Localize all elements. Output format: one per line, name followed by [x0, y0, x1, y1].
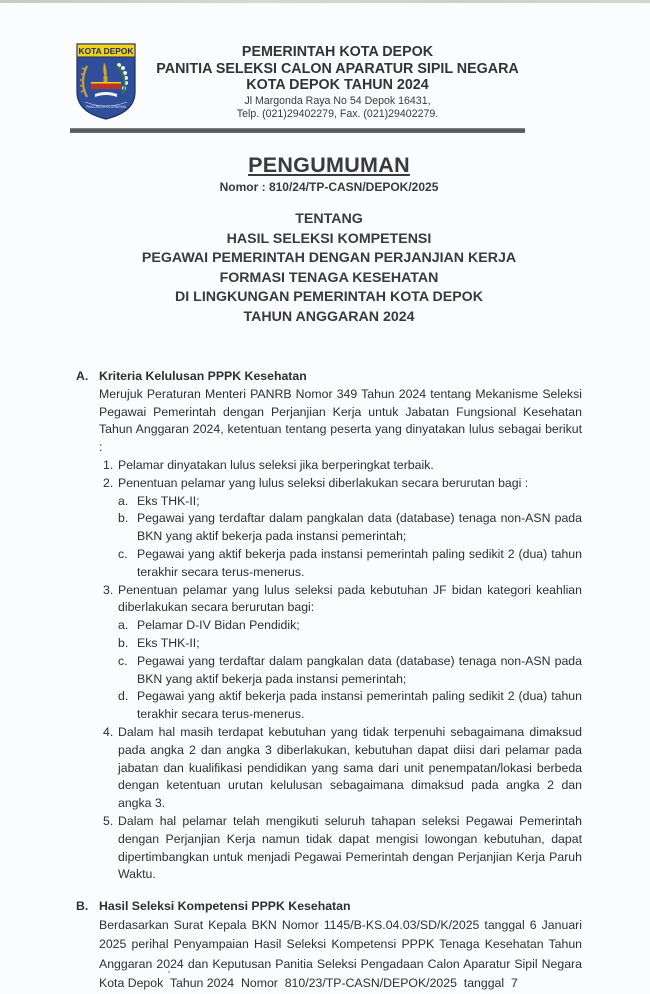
sub-list-item [118, 510, 582, 546]
sub-list-letter: a. [118, 618, 129, 633]
list-number: 5. [103, 813, 114, 828]
list-text: Penentuan pelamar yang lulus seleksi diberlakukan secara berurutan bagi : [118, 475, 529, 490]
scan-speck [168, 971, 170, 973]
section-heading: Kriteria Kelulusan PPPK Kesehatan [99, 369, 307, 383]
document-body [76, 368, 586, 993]
criteria-list [99, 457, 582, 884]
letterhead-line-1: PEMERINTAH KOTA DEPOK [241, 44, 434, 60]
sub-list-text: Eks THK-II; [137, 635, 200, 650]
letterhead-contact: Telp. (021)29402279, Fax. (021)29402279. [236, 108, 439, 121]
list-number: 2. [103, 475, 114, 490]
sub-list-item [118, 653, 582, 689]
sub-list-text: Pegawai yang aktif bekerja pada instansi pemerintah paling sedikit 2 (dua) tahun terakhir secara terus-menerus. [137, 689, 582, 722]
sub-list-item [118, 546, 582, 582]
subject-line: TAHUN ANGGARAN 2024 [243, 308, 415, 325]
subject-line: PEGAWAI PEMERINTAH DENGAN PERJANJIAN KERJA [141, 250, 517, 266]
section-intro: Merujuk Peraturan Menteri PANRB Nomor 349 Tahun 2024 tentang Mekanisme Seleksi Pegawai Pemerintah dengan Perjanjian Kerja untuk Jabatan Fungsional Kesehatan Tahun Anggaran 2024, ketentuan tentang peserta yang dinyatakan lulus sebagai berikut : [99, 386, 582, 455]
list-item [99, 724, 582, 813]
list-number: 3. [103, 582, 114, 597]
letterhead-line-2: PANITIA SELEKSI CALON APARATUR SIPIL NEGARA [156, 60, 519, 77]
sub-list-letter: c. [118, 546, 128, 561]
section-b [76, 898, 586, 993]
sub-list-item [118, 617, 582, 635]
sub-list-letter: d. [118, 689, 129, 704]
scan-top-edge [0, 0, 650, 3]
list-text: Pelamar dinyatakan lulus seleksi jika berperingkat terbaik. [118, 457, 434, 472]
announcement-title [0, 152, 650, 327]
kota-depok-logo [73, 42, 139, 120]
list-item [99, 457, 582, 475]
subject-line: HASIL SELEKSI KOMPETENSI [226, 230, 432, 247]
document-subject [0, 210, 650, 327]
list-text: Dalam hal masih terdapat kebutuhan yang tidak terpenuhi sebagaimana dimaksud pada angka 2 dan angka 3 diberlakukan, kebutuhan dapat diisi dari pelamar pada jabatan dan kualifikasi pendidikan yang sama dari unit penempatan/lokasi berbeda dengan ketentuan urutan kelulusan sebagaimana dimaksud pada angka 2 dan angka 3. [118, 724, 582, 811]
section-intro: Berdasarkan Surat Kepala BKN Nomor 1145/B-KS.04.03/SD/K/2025 tanggal 6 Januari 2025 perihal Penyampaian Hasil Seleksi Kompetensi PPPK Tenaga Kesehatan Tahun Anggaran 2024 dan Keputusan Panitia Seleksi Pengadaan Calon Aparatur Sipil Negara Kota Depok Tahun 2024 Nomor 810/23/TP-CASN/DEPOK/2025 tanggal 7 [99, 917, 586, 990]
sub-list-letter: a. [118, 493, 129, 508]
logo-label: KOTA DEPOK [78, 45, 134, 56]
sub-list-text: Pegawai yang terdaftar dalam pangkalan data (database) tenaga non-ASN pada BKN yang aktif bekerja pada instansi pemerintah; [137, 653, 582, 686]
list-item [99, 582, 582, 724]
letterhead-divider [70, 128, 525, 133]
logo-motto: PANCAKARYA DHARMA [85, 105, 127, 109]
section-letter: B. [76, 899, 89, 914]
list-text: Penentuan pelamar yang lulus seleksi pada kebutuhan JF bidan kategori keahlian diberlakukan secara berurutan bagi: [118, 582, 582, 615]
list-number: 4. [103, 724, 114, 739]
sub-list-text: Pegawai yang aktif bekerja pada instansi pemerintah paling sedikit 2 (dua) tahun terakhir secara terus-menerus. [137, 546, 582, 579]
sub-list-text: Pelamar D-IV Bidan Pendidik; [137, 618, 300, 633]
sub-list-item [118, 688, 582, 724]
sub-list-letter: b. [118, 511, 129, 526]
subject-line: DI LINGKUNGAN PEMERINTAH KOTA DEPOK [175, 289, 483, 305]
document-number: Nomor : 810/24/TP-CASN/DEPOK/2025 [219, 180, 439, 194]
section-a [76, 368, 582, 884]
letterhead-text [140, 44, 535, 122]
section-letter: A. [76, 369, 89, 383]
list-item [99, 475, 582, 582]
list-number: 1. [103, 457, 114, 472]
subject-line: FORMASI TENAGA KESEHATAN [219, 269, 439, 286]
letterhead-line-3: KOTA DEPOK TAHUN 2024 [246, 77, 429, 93]
subject-line: TENTANG [295, 211, 363, 227]
list-item [99, 813, 582, 884]
letterhead-address: Jl Margonda Raya No 54 Depok 16431, [244, 94, 431, 107]
sub-list-item [118, 493, 582, 511]
sub-list-text: Pegawai yang terdaftar dalam pangkalan data (database) tenaga non-ASN pada BKN yang aktif bekerja pada instansi pemerintah; [137, 511, 582, 544]
sub-list-letter: c. [118, 653, 128, 668]
list-text: Dalam hal pelamar telah mengikuti seluruh tahapan seleksi Pegawai Pemerintah dengan Perjanjian Kerja namun tidak dapat mengisi lowongan kebutuhan, dapat dipertimbangkan untuk menjadi Pegawai Pemerintah dengan Perjanjian Kerja Paruh Waktu. [118, 813, 582, 882]
document-heading: PENGUMUMAN [248, 153, 410, 177]
sub-list-text: Eks THK-II; [137, 493, 200, 508]
section-heading: Hasil Seleksi Kompetensi PPPK Kesehatan [99, 899, 351, 914]
sub-list-item [118, 635, 582, 653]
sub-list-letter: b. [118, 635, 129, 650]
